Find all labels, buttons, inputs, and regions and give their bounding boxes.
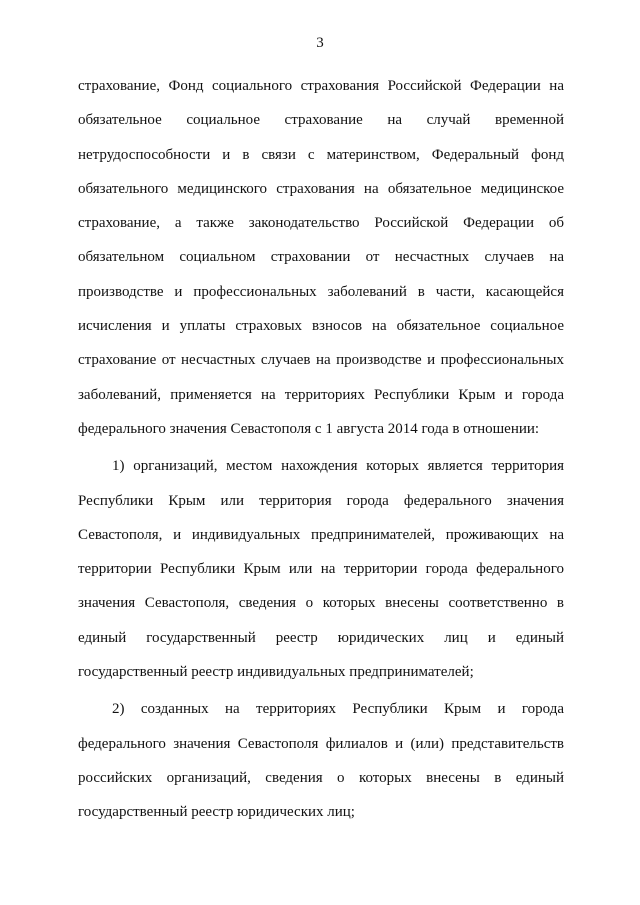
text-line: обязательного медицинского страхования на обязательное медицинское — [78, 180, 564, 197]
text-line: единый государственный реестр юридических лиц и единый — [78, 629, 564, 646]
text-line: Республики Крым или территория города федерального значения — [78, 492, 564, 509]
text-line: государственный реестр юридических лиц; — [78, 804, 355, 821]
text-line: российских организаций, сведения о которых внесены в единый — [78, 769, 564, 786]
text-line: значения Севастополя, сведения о которых внесены соответственно в — [78, 595, 564, 612]
text-line: федерального значения Севастополя филиалов и (или) представительств — [78, 735, 564, 752]
paragraph-item-1 — [78, 449, 564, 689]
paragraph-intro-continuation — [78, 69, 564, 446]
text-line: государственный реестр индивидуальных предпринимателей; — [78, 664, 474, 681]
document-body — [78, 69, 564, 830]
page-number: 3 — [316, 35, 324, 51]
text-line: Севастополя, и индивидуальных предпринимателей, проживающих на — [78, 526, 564, 543]
text-line: обязательное социальное страхование на случай временной — [78, 112, 564, 129]
text-line: страхование, а также законодательство Российской Федерации об — [78, 215, 564, 232]
text-line: территории Республики Крым или на территории города федерального — [78, 561, 564, 578]
text-line: заболеваний, применяется на территориях Республики Крым и города — [78, 386, 564, 403]
text-line: обязательном социальном страховании от несчастных случаев на — [78, 249, 564, 266]
text-line: исчисления и уплаты страховых взносов на обязательное социальное — [78, 318, 564, 335]
text-line: производстве и профессиональных заболеваний в части, касающейся — [78, 283, 564, 300]
text-line: 2) созданных на территориях Республики Крым и города — [112, 701, 564, 718]
text-line: 1) организаций, местом нахождения которых является территория — [112, 458, 564, 475]
text-line: страхование, Фонд социального страхования Российской Федерации на — [78, 78, 564, 94]
text-line: федерального значения Севастополя с 1 августа 2014 года в отношении: — [78, 420, 540, 437]
text-line: нетрудоспособности и в связи с материнством, Федеральный фонд — [78, 146, 564, 163]
text-line: страхование от несчастных случаев на производстве и профессиональных — [78, 352, 564, 369]
paragraph-item-2 — [78, 692, 564, 829]
